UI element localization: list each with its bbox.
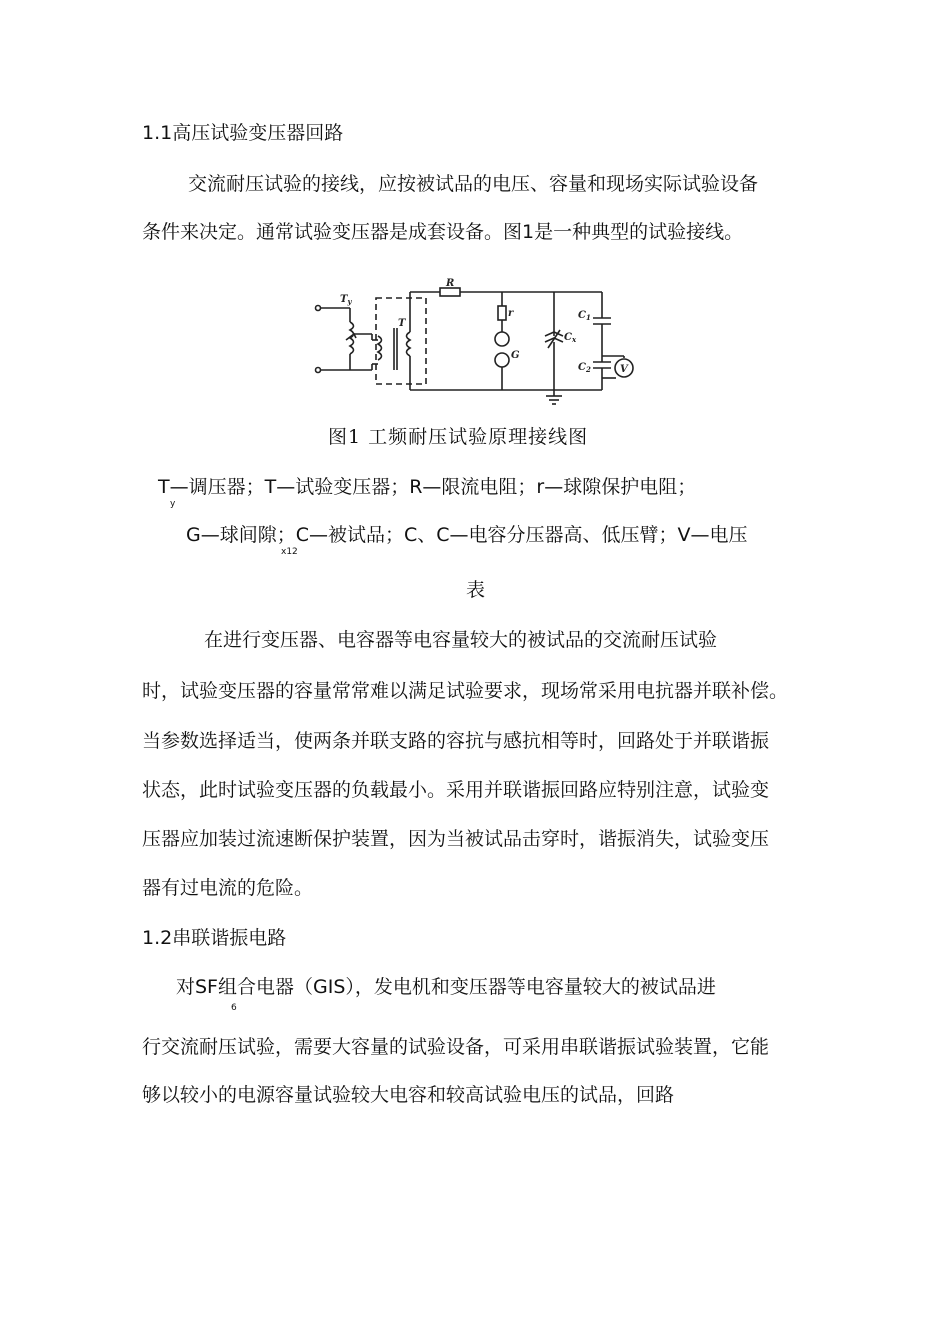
label-r-small: r xyxy=(508,308,514,319)
sphere-gap-top xyxy=(495,332,509,346)
transformer-primary-coil xyxy=(378,336,382,360)
regulator-coil xyxy=(350,322,354,354)
paragraph-2-line-1: 在进行变压器、电容器等电容量较大的被试品的交流耐压试验 xyxy=(204,629,718,651)
input-terminal-top xyxy=(316,306,321,311)
input-terminal-bottom xyxy=(316,368,321,373)
legend-line-2: G—球间隙；C—被试品；C、C—电容分压器高、低压臂；V—电压 xyxy=(186,524,748,546)
paragraph-2-line-4: 状态，此时试验变压器的负载最小。采用并联谐振回路应特别注意，试验变 xyxy=(142,779,770,801)
resistor-r-limiting xyxy=(440,288,460,296)
section-1-2-line-2: 行交流耐压试验，需要大容量的试验设备，可采用串联谐振试验装置，它能 xyxy=(142,1036,770,1058)
paragraph-1-line-2: 条件来决定。通常试验变压器是成套设备。图1是一种典型的试验接线。 xyxy=(142,221,744,243)
label-r: R xyxy=(446,278,455,289)
paragraph-2-line-6: 器有过电流的危险。 xyxy=(142,877,314,899)
section-1-2-line-1-subscript: 6 xyxy=(231,1003,237,1013)
label-g: G xyxy=(511,350,520,361)
legend-line-2-subscript: x12 xyxy=(281,547,298,557)
label-t: T xyxy=(398,318,406,329)
label-c1: $C_1$ xyxy=(578,310,591,322)
label-ty: $T_y$ xyxy=(340,294,352,306)
section-1-2-line-3: 够以较小的电源容量试验较大电容和较高试验电压的试品，回路 xyxy=(142,1084,675,1106)
test-transformer-box xyxy=(376,298,426,384)
paragraph-1-line-1: 交流耐压试验的接线，应按被试品的电压、容量和现场实际试验设备 xyxy=(188,173,759,195)
legend-line-1: T—调压器；T—试验变压器；R—限流电阻；r—球隙保护电阻； xyxy=(158,476,697,498)
sphere-gap-bottom xyxy=(495,353,509,367)
transformer-secondary-coil xyxy=(407,332,411,356)
section-1-2-line-1: 对SF组合电器（GIS），发电机和变压器等电容量较大的被试品进 xyxy=(176,976,716,998)
figure-1-caption: 图1 工频耐压试验原理接线图 xyxy=(328,426,589,448)
label-v: V xyxy=(620,364,628,375)
legend-line-1-subscript: y xyxy=(170,499,176,509)
section-1-2-heading: 1.2串联谐振电路 xyxy=(142,927,287,949)
label-c2: $C_2$ xyxy=(578,362,591,374)
section-1-1-heading: 1.1高压试验变压器回路 xyxy=(142,122,344,144)
label-cx: $C_x$ xyxy=(564,332,577,344)
paragraph-2-line-2: 时，试验变压器的容量常常难以满足试验要求，现场常采用电抗器并联补偿。 xyxy=(142,680,789,702)
legend-line-3: 表 xyxy=(466,579,486,601)
paragraph-2-line-3: 当参数选择适当，使两条并联支路的容抗与感抗相等时，回路处于并联谐振 xyxy=(142,730,770,752)
figure-1-circuit-diagram xyxy=(312,278,638,413)
paragraph-2-line-5: 压器应加装过流速断保护装置，因为当被试品击穿时，谐振消失，试验变压 xyxy=(142,828,770,850)
circuit-svg xyxy=(312,278,638,413)
resistor-r-protection xyxy=(498,306,506,320)
